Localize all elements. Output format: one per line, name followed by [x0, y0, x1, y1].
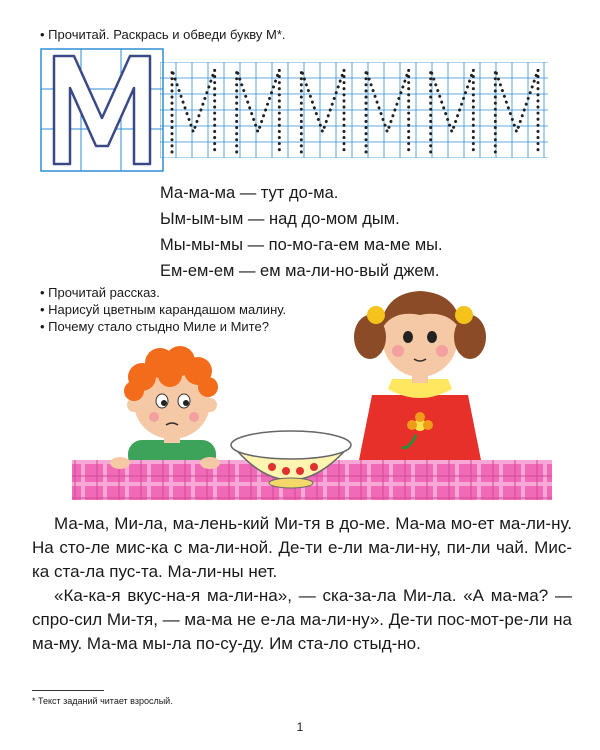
illustration [72, 275, 552, 500]
dotted-letter-m [431, 70, 474, 152]
story [32, 512, 572, 656]
task-item: • Нарисуй цветным карандашом малину. [40, 301, 286, 318]
poem-line: Ем-ем-ем — ем ма-ли-но-вый джем. [160, 262, 440, 280]
header-instruction: • Прочитай. Раскрась и обведи букву М*. [40, 26, 286, 43]
story-paragraph: Ма-ма, Ми-ла, ма-лень-кий Ми-тя в до-ме. Ма-ма мо-ет ма-ли-ну. На сто-ле мис-ка с ма-ли-ной. Де-ти е-ли ма-ли-ну, пи-ли чай. Мис-ка ста-ла пус-та. Ма-ли-ны нет. [32, 514, 572, 581]
poem-line: Ма-ма-ма — тут до-ма. [160, 184, 339, 202]
girl-figure [354, 291, 486, 475]
boy-figure [124, 346, 218, 470]
tracing-grid [160, 62, 548, 158]
dotted-letter-m [237, 70, 280, 152]
dotted-letter-m [495, 70, 538, 152]
task-item: • Почему стало стыдно Миле и Мите? [40, 318, 269, 335]
dotted-letter-m [366, 70, 409, 152]
poem-line: Ым-ым-ым — над до-мом дым. [160, 210, 400, 228]
poem-line: Мы-мы-мы — по-мо-га-ем ма-ме мы. [160, 236, 443, 254]
footnote: * Текст заданий читает взрослый. [32, 696, 173, 706]
dotted-letter-m [301, 70, 344, 152]
footnote-divider [32, 690, 104, 691]
page-number: 1 [296, 720, 304, 734]
task-item: • Прочитай рассказ. [40, 284, 160, 301]
story-paragraph: «Ка-ка-я вкус-на-я ма-ли-на», — ска-за-ла Ми-ла. «А ма-ма? — спро-сил Ми-тя, — ма-ма не е-ла ма-ли-ну». Де-ти пос-мот-ре-ли на ма-му. Ма-ма мы-ла по-су-ду. Им ста-ло стыд-но. [32, 586, 572, 653]
letter-m-outline [40, 48, 164, 172]
